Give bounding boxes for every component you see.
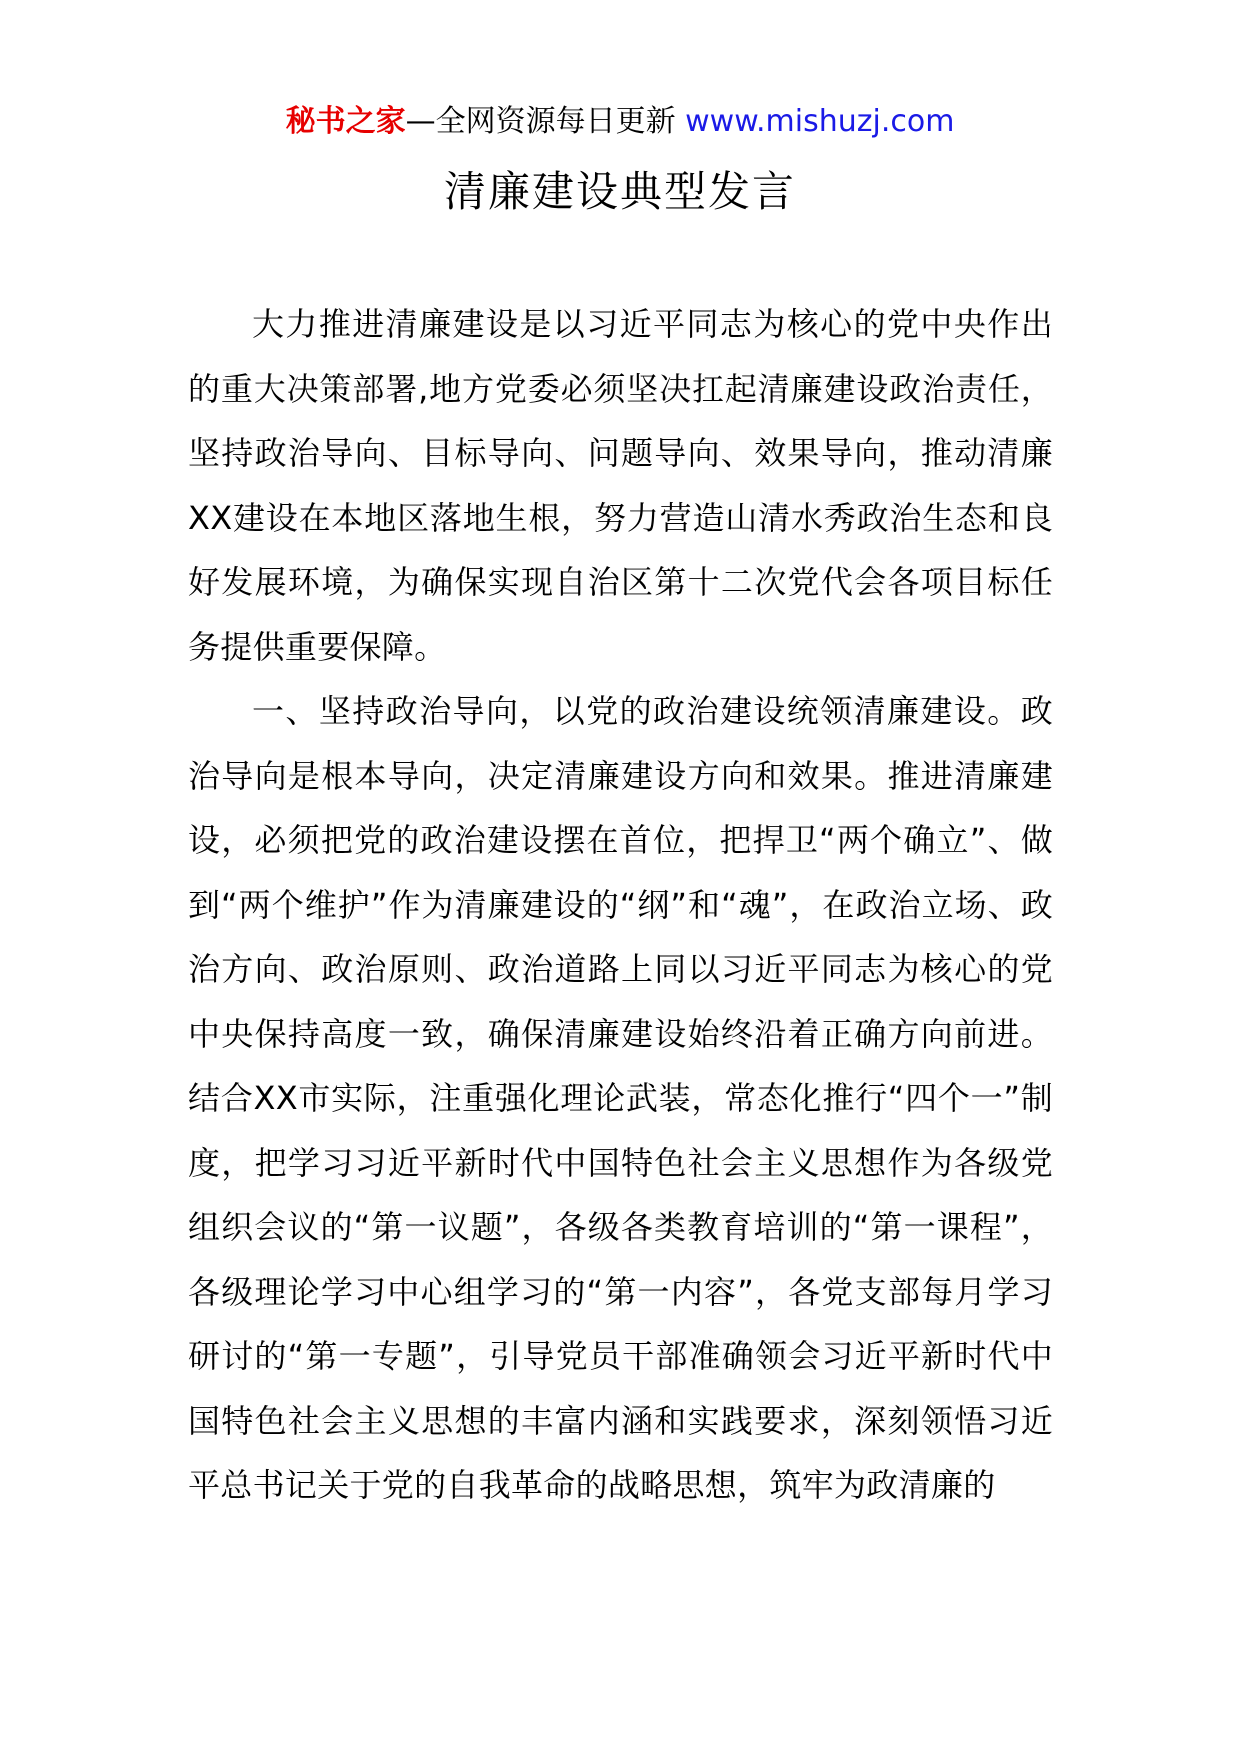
- paragraph-intro: 大力推进清廉建设是以习近平同志为核心的党中央作出的重大决策部署,地方党委必须坚决扛起清廉建设政治责任，坚持政治导向、目标导向、问题导向、效果导向，推动清廉XX建设在本地区落地生根，努力营造山清水秀政治生态和良好发展环境，为确保实现自治区第十二次党代会各项目标任务提供重要保障。: [188, 305, 1053, 666]
- site-banner: [0, 102, 1240, 142]
- document-title: 清廉建设典型发言: [443, 167, 796, 216]
- paragraph-section-1: 一、坚持政治导向，以党的政治建设统领清廉建设。政治导向是根本导向，决定清廉建设方向和效果。推进清廉建设，必须把党的政治建设摆在首位，把捍卫“两个确立”、做到“两个维护”作为清廉建设的“纲”和“魂”，在政治立场、政治方向、政治原则、政治道路上同以习近平同志为核心的党中央保持高度一致，确保清廉建设始终沿着正确方向前进。结合XX市实际，注重强化理论武装，常态化推行“四个一”制度，把学习习近平新时代中国特色社会主义思想作为各级党组织会议的“第一议题”，各级各类教育培训的“第一课程”，各级理论学习中心组学习的“第一内容”，各党支部每月学习研讨的“第一专题”，引导党员干部准确领会习近平新时代中国特色社会主义思想的丰富内涵和实践要求，深刻领悟习近平总书记关于党的自我革命的战略思想，筑牢为政清廉的: [188, 692, 1053, 1504]
- banner-brand: 秘书之家: [285, 104, 406, 139]
- banner-url[interactable]: www.mishuzj.com: [685, 104, 955, 139]
- document-body: [188, 292, 1053, 1518]
- banner-tagline: —全网资源每日更新: [405, 104, 676, 139]
